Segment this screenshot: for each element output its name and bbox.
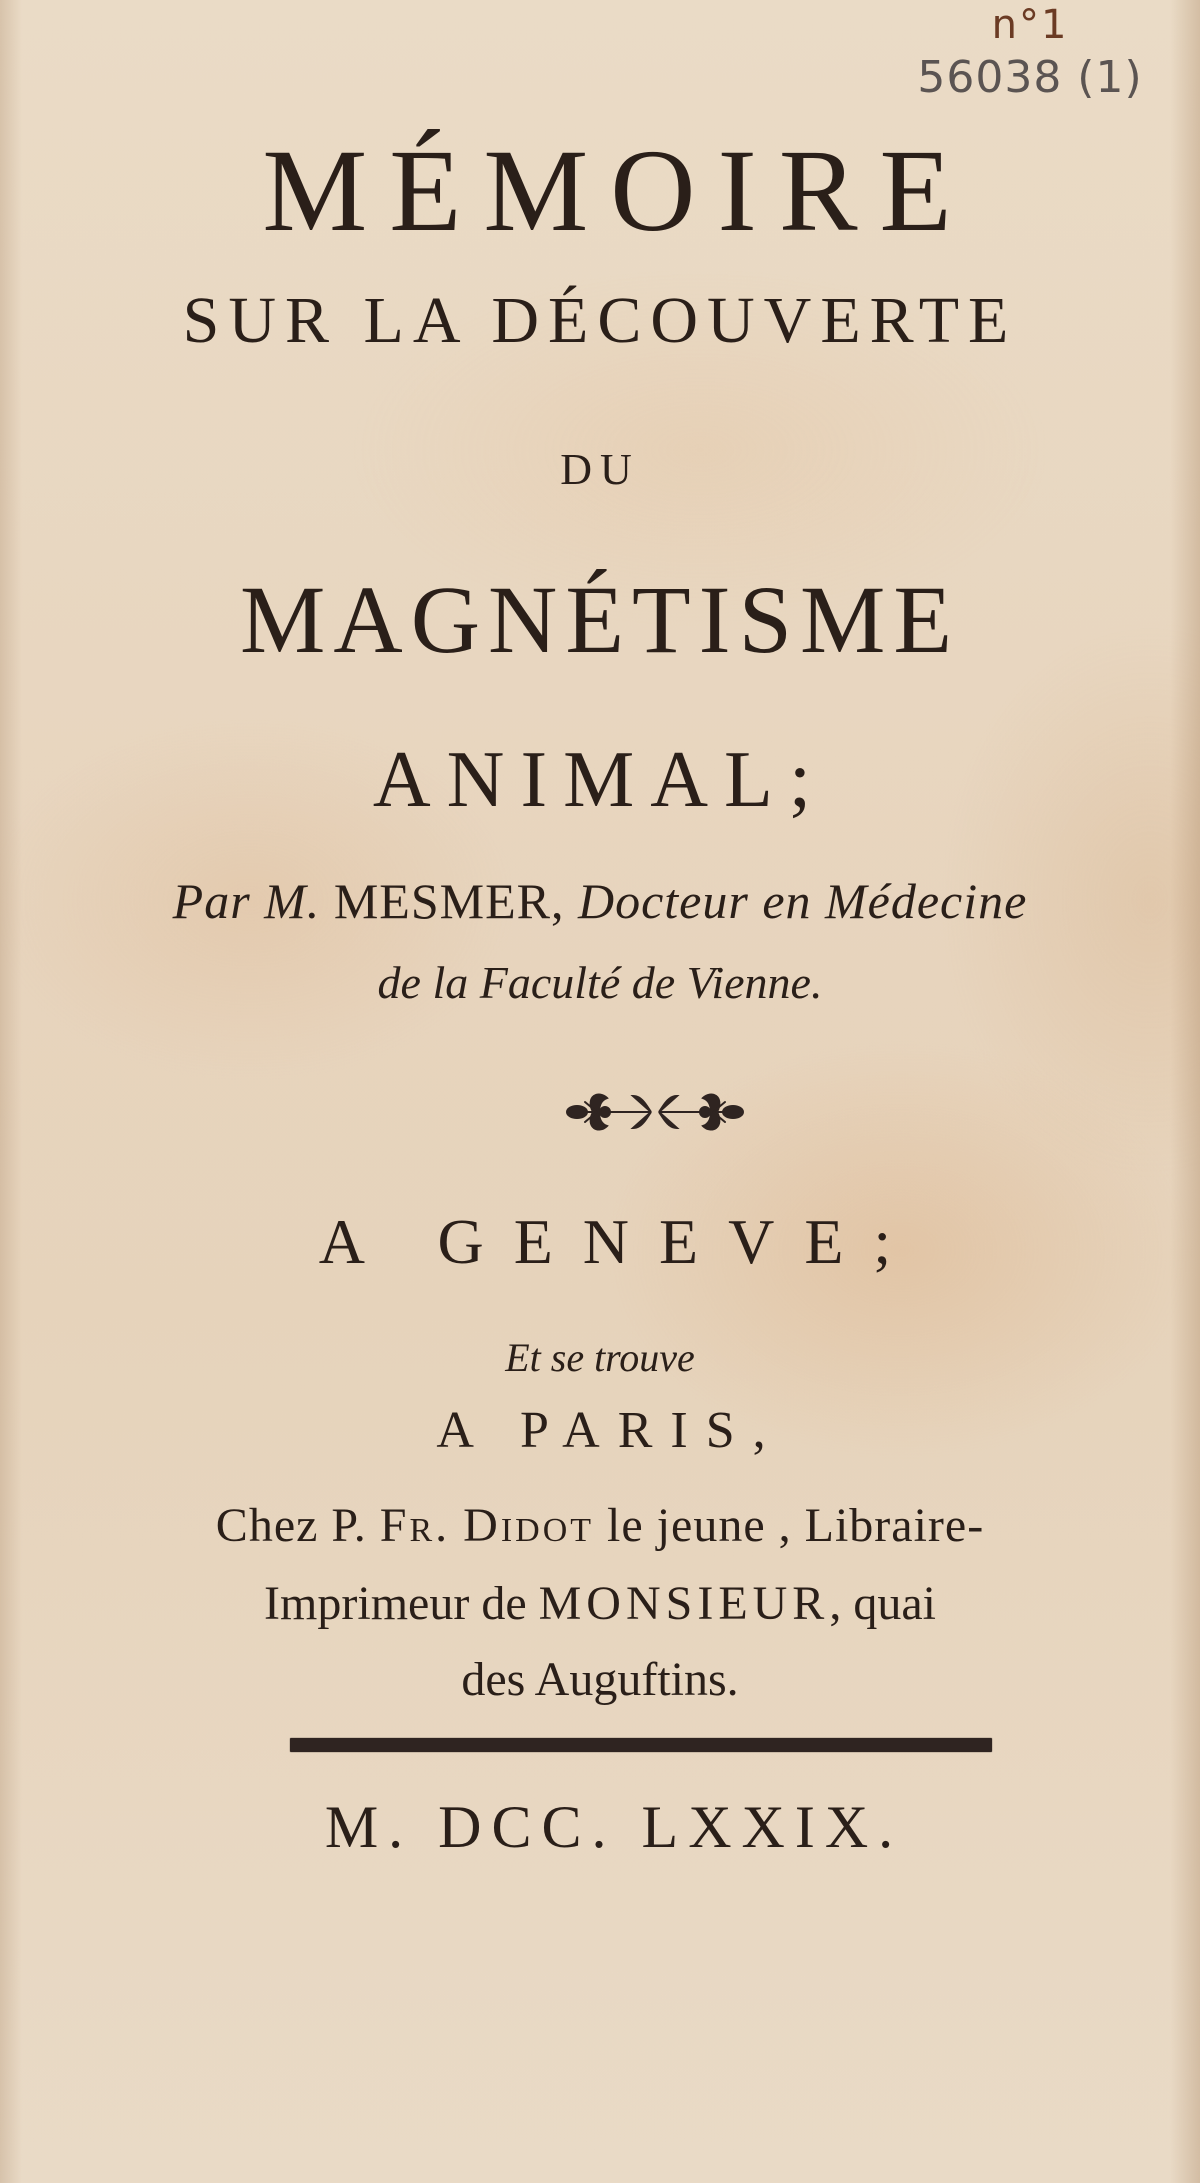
publisher-rest: le jeune , Libraire- [607, 1499, 985, 1552]
horizontal-rule-divider [290, 1738, 992, 1752]
publisher-patron: MONSIEUR [538, 1577, 830, 1630]
author-name: MESMER [333, 873, 551, 929]
imprint-place-geneve: A GENEVE; [318, 1206, 922, 1277]
author-separator: , [550, 873, 565, 929]
author-line [0, 873, 1200, 929]
publisher-name: Didot [463, 1499, 595, 1552]
publisher-line-1 [0, 1499, 1200, 1552]
publisher-line2-suffix: , quai [829, 1577, 936, 1630]
fleuron-ornament-icon [555, 1082, 755, 1142]
title-animal: ANIMAL; [372, 736, 828, 824]
author-prefix: Par M. [172, 873, 321, 929]
author-affiliation: de la Faculté de Vienne. [377, 957, 823, 1008]
title-sur-la-decouverte: SUR LA DÉCOUVERTE [182, 284, 1018, 357]
publisher-initial: Fr. [379, 1499, 451, 1552]
publisher-line-3: des Auguftins. [461, 1653, 739, 1706]
imprint-also-found: Et se trouve [505, 1335, 695, 1380]
title-memoire: MÉMOIRE [262, 125, 974, 256]
title-du: DU [560, 445, 640, 494]
publication-date: M. DCC. LXXIX. [324, 1794, 904, 1860]
shelfmark-number-label: n°1 [991, 2, 1069, 48]
imprint-place-paris: A PARIS, [436, 1402, 784, 1459]
title-magnetisme: MAGNÉTISME [240, 566, 960, 673]
author-role: Docteur en Médecine [577, 873, 1028, 929]
publisher-line2-prefix: Imprimeur de [264, 1577, 527, 1630]
shelfmark-call-number: 56038 (1) [917, 52, 1143, 103]
publisher-chez: Chez P. [215, 1499, 367, 1552]
publisher-line-2 [0, 1577, 1200, 1630]
